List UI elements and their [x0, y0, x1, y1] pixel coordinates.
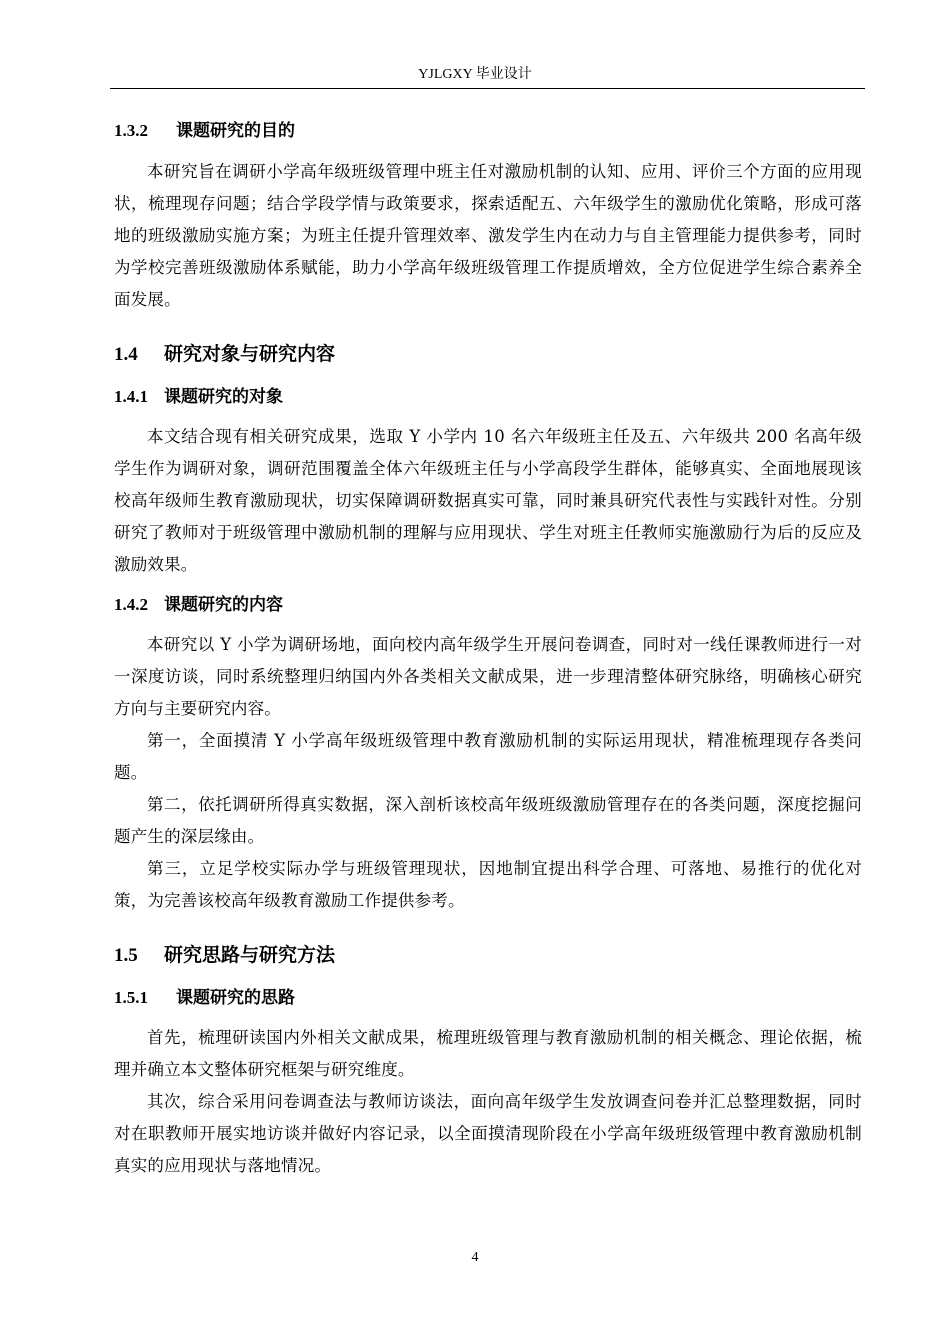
heading-title: 课题研究的目的 [176, 121, 295, 141]
page-number: 4 [471, 1250, 479, 1265]
heading-number: 1.3.2 [114, 121, 148, 140]
running-header: YJLGXY 毕业设计 [418, 67, 532, 82]
paragraph: 本文结合现有相关研究成果，选取 Y 小学内 10 名六年级班主任及五、六年级共 200 名高年级学生作为调研对象，调研范围覆盖全体六年级班主任与小学高段学生群体，能够真实、全面地展现该校高年级师生教育激励现状，切实保障调研数据真实可靠，同时兼具研究代表性与实践针对性。分别研究了教师对于班级管理中激励机制的理解与应用现状、学生对班主任教师实施激励行为后的反应及激励效果。 [114, 427, 862, 574]
heading-1-4-1 [114, 385, 862, 409]
heading-number: 1.5.1 [114, 988, 148, 1007]
header-rule [110, 88, 865, 89]
heading-title: 课题研究的对象 [164, 387, 283, 407]
heading-number: 1.4.1 [114, 387, 148, 406]
heading-title: 研究思路与研究方法 [164, 944, 336, 966]
heading-1-4 [114, 341, 862, 368]
heading-1-5-1 [114, 986, 862, 1010]
page-body [114, 114, 862, 1182]
paragraph: 其次，综合采用问卷调查法与教师访谈法，面向高年级学生发放调查问卷并汇总整理数据，同时对在职教师开展实地访谈并做好内容记录，以全面摸清现阶段在小学高年级班级管理中教育激励机制真实的应用现状与落地情况。 [114, 1092, 862, 1175]
paragraph: 本研究旨在调研小学高年级班级管理中班主任对激励机制的认知、应用、评价三个方面的应用现状，梳理现存问题；结合学段学情与政策要求，探索适配五、六年级学生的激励优化策略，形成可落地的班级激励实施方案；为班主任提升管理效率、激发学生内在动力与自主管理能力提供参考，同时为学校完善班级激励体系赋能，助力小学高年级班级管理工作提质增效，全方位促进学生综合素养全面发展。 [114, 162, 862, 309]
heading-title: 研究对象与研究内容 [164, 343, 336, 365]
heading-number: 1.5 [114, 945, 138, 966]
heading-title: 课题研究的内容 [164, 595, 283, 615]
paragraph: 第三，立足学校实际办学与班级管理现状，因地制宜提出科学合理、可落地、易推行的优化对策，为完善该校高年级教育激励工作提供参考。 [114, 859, 862, 910]
heading-title: 课题研究的思路 [176, 988, 295, 1008]
paragraph: 本研究以 Y 小学为调研场地，面向校内高年级学生开展问卷调查，同时对一线任课教师进行一对一深度访谈，同时系统整理归纳国内外各类相关文献成果，进一步理清整体研究脉络，明确核心研究方向与主要研究内容。 [114, 635, 862, 718]
paragraph: 第一，全面摸清 Y 小学高年级班级管理中教育激励机制的实际运用现状，精准梳理现存各类问题。 [114, 731, 862, 782]
heading-number: 1.4 [114, 344, 138, 365]
heading-number: 1.4.2 [114, 595, 148, 614]
paragraph: 第二，依托调研所得真实数据，深入剖析该校高年级班级激励管理存在的各类问题，深度挖掘问题产生的深层缘由。 [114, 795, 862, 846]
heading-1-3-2 [114, 119, 862, 143]
paragraph: 首先，梳理研读国内外相关文献成果，梳理班级管理与教育激励机制的相关概念、理论依据，梳理并确立本文整体研究框架与研究维度。 [114, 1028, 862, 1079]
heading-1-4-2 [114, 593, 862, 617]
heading-1-5 [114, 942, 862, 969]
